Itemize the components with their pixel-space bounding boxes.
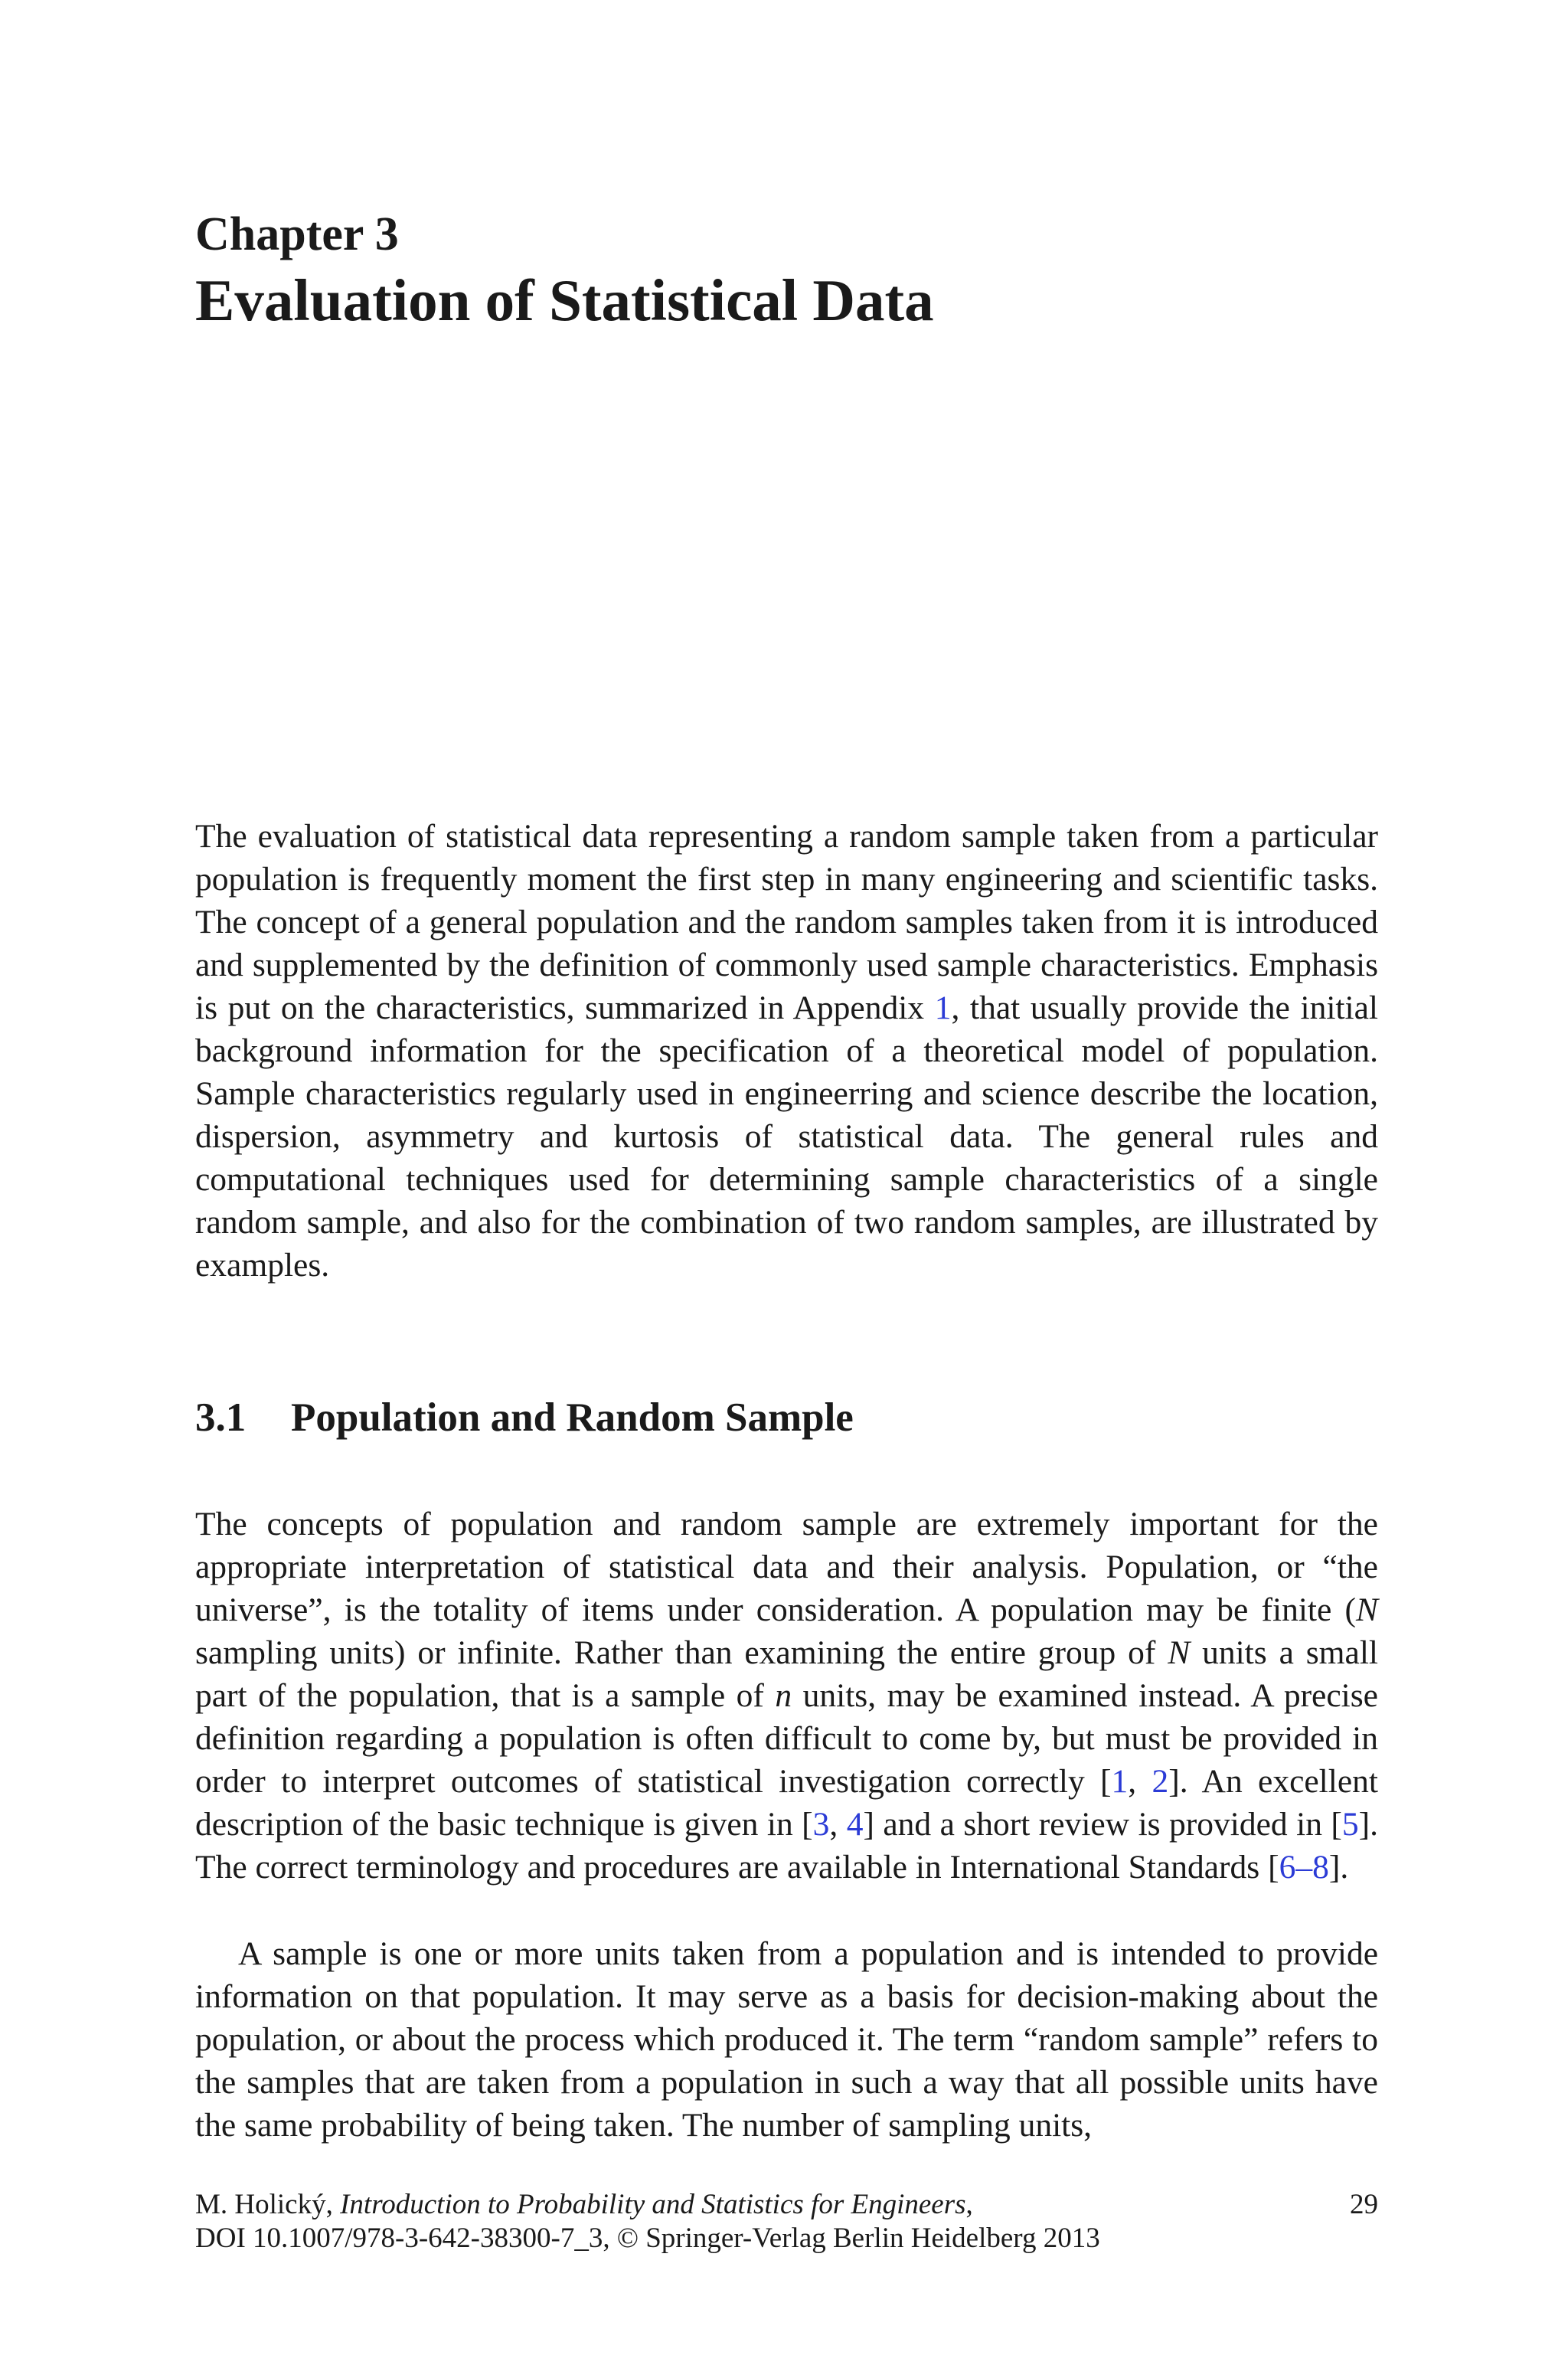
footer-punctuation: , (965, 2189, 973, 2220)
paragraph-text: The concepts of population and random sample are extremely important for the appropriate interpretation of statistical data and their analysis. Population, or “the universe”, is the totality of items under consideration. A population may be finite ( (195, 1506, 1378, 1628)
paragraph-text: sampling units) or infinite. Rather than examining the entire group of (195, 1634, 1168, 1671)
citation-link-3[interactable]: 3 (812, 1806, 830, 1843)
paragraph-text: ]. The correct terminology and procedures are available in International Standards [ (195, 1806, 1379, 1886)
paragraph-text: units, may be examined instead. A precise definition regarding a population is often difficult to come by, but must be provided in order to interpret outcomes of statistical investigation correctly [ (195, 1677, 1378, 1800)
chapter-abstract (195, 815, 1378, 1287)
citation-link-6-8[interactable]: 6–8 (1279, 1849, 1329, 1886)
paragraph-text: ]. (1328, 1849, 1349, 1886)
section-heading (195, 1395, 854, 1440)
footer-doi: DOI 10.1007/978-3-642-38300-7_3, © Springer-Verlag Berlin Heidelberg 2013 (195, 2223, 1100, 2254)
paragraph-text: ]. An excellent description of the basic technique is given in [ (195, 1763, 1379, 1843)
citation-link-4[interactable]: 4 (846, 1806, 864, 1843)
abstract-text: The evaluation of statistical data representing a random sample taken from a particular population is frequently moment the first step in many engineering and scientific tasks. The concept of a general population and the random samples taken from it is introduced and supplemented by the definition of commonly used sample characteristics. Emphasis is put on the characteristics, summarized in Appendix (195, 818, 1378, 1026)
citation-link-1[interactable]: 1 (1111, 1763, 1129, 1800)
section-number: 3.1 (195, 1395, 247, 1440)
paragraph-text: ] and a short review is provided in [ (863, 1806, 1342, 1843)
chapter-label: Chapter 3 (195, 208, 399, 260)
citation-link-2[interactable]: 2 (1152, 1763, 1169, 1800)
citation-link-5[interactable]: 5 (1341, 1806, 1359, 1843)
footer-citation (195, 2188, 973, 2222)
paragraph-text: units a small part of the population, that is a sample of (195, 1634, 1378, 1714)
footer-author: M. Holický, (195, 2189, 341, 2220)
citation-separator: , (1128, 1763, 1152, 1800)
appendix-link[interactable]: 1 (934, 989, 952, 1026)
variable-N: N (1168, 1634, 1191, 1671)
body-paragraph-2: A sample is one or more units taken from a population and is intended to provide information on that population. It may serve as a basis for decision-making about the population, or about the process which produced it. The term “random sample” refers to the samples that are taken from a population in such a way that all possible units have the same probability of being taken. The number of sampling units, (195, 1935, 1378, 2144)
citation-separator: , (829, 1806, 847, 1843)
section-title: Population and Random Sample (291, 1395, 854, 1440)
chapter-title: Evaluation of Statistical Data (195, 267, 934, 333)
variable-n: n (775, 1677, 792, 1714)
footer-book-title: Introduction to Probability and Statistics for Engineers (340, 2189, 966, 2220)
body-paragraph-1 (195, 1503, 1378, 1889)
abstract-text-cont: , that usually provide the initial background information for the specification of a theoretical model of population. Sample characteristics regularly used in engineerring and science describe the location, dispersion, asymmetry and kurtosis of statistical data. The general rules and computational techniques used for determining sample characteristics of a single random sample, and also for the combination of two random samples, are illustrated by examples. (195, 989, 1378, 1284)
page-number: 29 (1350, 2189, 1378, 2220)
variable-N: N (1355, 1591, 1378, 1628)
